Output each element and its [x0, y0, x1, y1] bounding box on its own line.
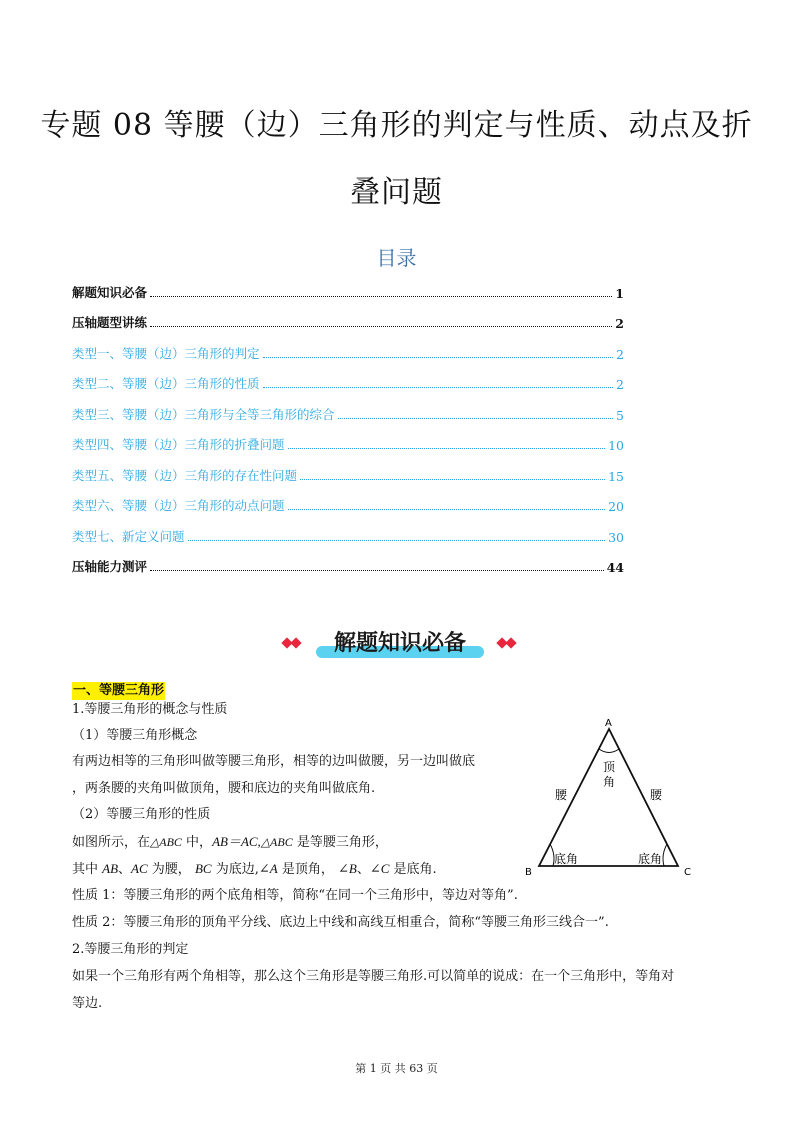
toc-entry-label: 类型三、等腰（边）三角形与全等三角形的综合	[72, 406, 335, 422]
text-run: 中，	[181, 835, 213, 850]
toc-entry-page: 1	[615, 285, 624, 301]
section-heading: 一、等腰三角形	[73, 683, 165, 698]
math-run: △ABC	[150, 835, 182, 849]
toc-entry[interactable]	[72, 545, 624, 576]
toc-entry[interactable]	[72, 362, 624, 393]
paragraph: 如果一个三角形有两个角相等，那么这个三角形是等腰三角形.可以简单的说成：在一个三角形中，等角对	[72, 969, 675, 984]
toc-dot-leader	[150, 569, 604, 571]
text-run: 是底角.	[389, 862, 437, 877]
paragraph: ，两条腰的夹角叫做顶角，腰和底边的夹角叫做底角.	[72, 781, 376, 796]
toc-entry-page: 2	[615, 316, 624, 331]
page-title-line-2: 叠问题	[350, 175, 443, 210]
vertex-label-a: A	[605, 718, 612, 729]
toc-entry-label: 解题知识必备	[72, 284, 148, 300]
paragraph: 性质 1：等腰三角形的两个底角相等，简称“在同一个三角形中，等边对等角”.	[72, 888, 518, 903]
section-banner	[280, 624, 520, 664]
toc-entry-label: 类型七、新定义问题	[72, 528, 185, 544]
text-run: 为腰，	[147, 862, 195, 877]
toc-entry-label: 压轴能力测评	[72, 559, 148, 574]
text-run: 、∠	[356, 862, 381, 877]
leg-label-right: 腰	[650, 788, 663, 802]
toc-entry-label: 压轴题型讲练	[72, 315, 148, 330]
text-run: 其中	[72, 862, 103, 877]
toc-dot-leader	[338, 417, 614, 419]
math-run: AC	[131, 861, 148, 876]
paragraph: （1）等腰三角形概念	[72, 728, 198, 743]
paragraph: 性质 2：等腰三角形的顶角平分线、底边上中线和高线互相重合，简称“等腰三角形三线合一”.	[72, 915, 609, 930]
banner-title: 解题知识必备	[333, 631, 466, 656]
math-run: B	[348, 861, 357, 876]
toc-entry-page: 2	[616, 377, 624, 392]
toc-entry-page: 10	[608, 438, 624, 453]
toc-entry[interactable]	[72, 331, 624, 362]
toc-dot-leader	[288, 508, 606, 510]
paragraph	[72, 860, 437, 879]
page-title-line-1: 专题 08 等腰（边）三角形的判定与性质、动点及折	[40, 108, 753, 143]
paragraph: 1.等腰三角形的概念与性质	[72, 702, 228, 717]
paragraph: （2）等腰三角形的性质	[72, 807, 211, 822]
text-run: 是顶角， ∠	[277, 862, 349, 877]
toc-entry[interactable]	[72, 484, 624, 515]
toc-dot-leader	[288, 447, 606, 449]
toc-entry-label: 类型四、等腰（边）三角形的折叠问题	[72, 437, 285, 452]
math-run: AB＝AC,	[212, 834, 261, 849]
paragraph: 等边.	[72, 996, 103, 1011]
toc-entry-label: 类型一、等腰（边）三角形的判定	[72, 345, 260, 361]
toc-dot-leader	[300, 478, 605, 480]
toc-entry-page: 15	[608, 468, 624, 484]
toc-dot-leader	[188, 539, 606, 541]
toc-heading: 目录	[376, 246, 417, 270]
toc-entry[interactable]	[72, 392, 624, 423]
toc-dot-leader	[150, 325, 612, 327]
toc-dot-leader	[263, 386, 614, 388]
toc-entry-page: 5	[616, 407, 624, 423]
toc-entry[interactable]	[72, 453, 624, 484]
apex-label-bottom: 角	[603, 775, 616, 789]
vertex-label-c: C	[684, 867, 691, 878]
math-run: AB	[102, 861, 119, 876]
math-run: BC	[194, 861, 212, 876]
toc-entry-label: 类型二、等腰（边）三角形的性质	[72, 376, 260, 391]
isosceles-triangle-figure	[520, 712, 700, 882]
math-run: C	[380, 861, 390, 876]
table-of-contents	[72, 270, 624, 575]
paragraph: 有两边相等的三角形叫做等腰三角形，相等的边叫做腰，另一边叫做底	[72, 754, 476, 769]
toc-entry[interactable]	[72, 423, 624, 454]
math-run: A	[269, 861, 278, 876]
toc-dot-leader	[263, 356, 614, 358]
paragraph: 2.等腰三角形的判定	[72, 942, 189, 957]
toc-entry[interactable]	[72, 301, 624, 332]
text-run: 、	[118, 862, 132, 877]
text-run: 如图所示，在	[72, 835, 151, 850]
paragraph	[72, 833, 388, 852]
math-run: △ABC	[260, 835, 293, 849]
text-run: 为底边,∠	[211, 862, 270, 877]
toc-entry-page: 30	[608, 529, 624, 545]
toc-entry-page: 20	[608, 499, 624, 514]
toc-entry-label: 类型六、等腰（边）三角形的动点问题	[72, 498, 285, 513]
toc-entry[interactable]	[72, 270, 624, 301]
base-right-angle-arc	[663, 844, 667, 866]
vertex-label-b: B	[525, 867, 532, 878]
apex-angle-arc	[599, 749, 619, 753]
page-footer: 第 1 页 共 63 页	[355, 1062, 438, 1075]
toc-entry-page: 2	[616, 346, 624, 362]
toc-entry-page: 44	[606, 560, 624, 575]
base-angle-label-left: 底角	[554, 852, 579, 866]
toc-dot-leader	[150, 295, 612, 297]
base-angle-label-right: 底角	[638, 852, 663, 866]
apex-label-top: 顶	[603, 760, 616, 774]
toc-entry[interactable]	[72, 514, 624, 545]
text-run: 是等腰三角形，	[292, 835, 388, 850]
leg-label-left: 腰	[555, 788, 568, 802]
toc-entry-label: 类型五、等腰（边）三角形的存在性问题	[72, 467, 298, 483]
